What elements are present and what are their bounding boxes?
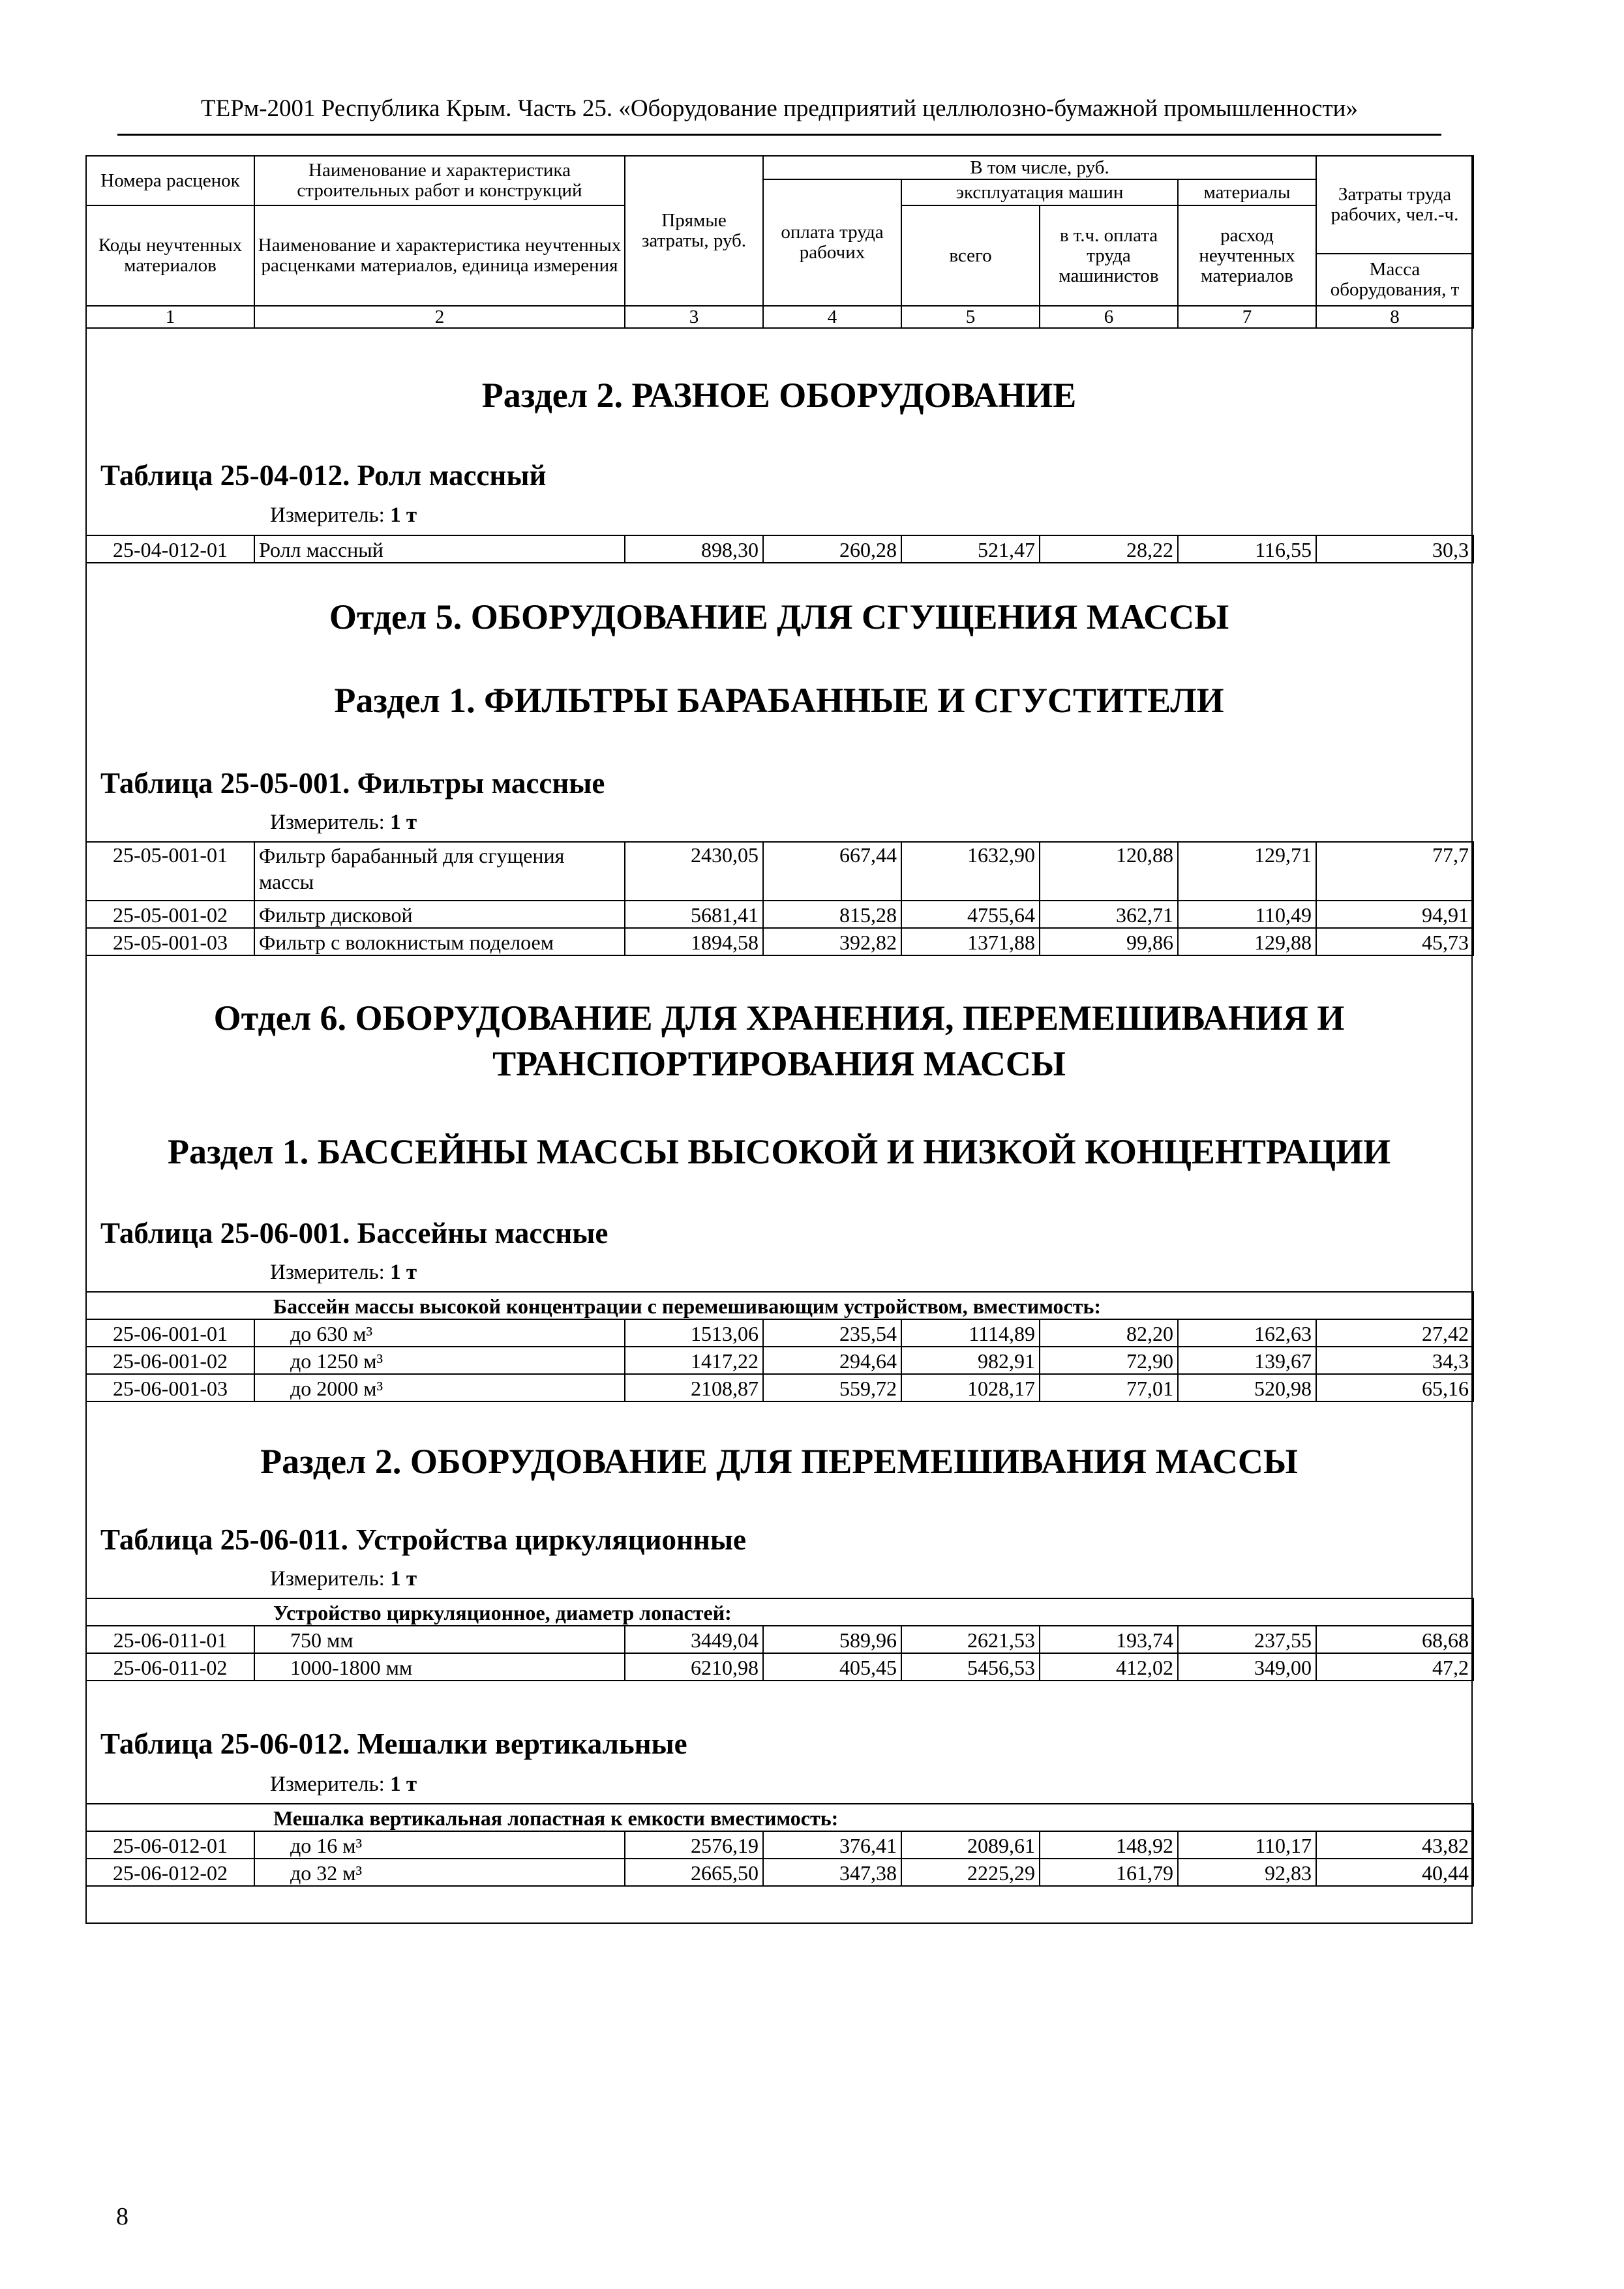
- rate-name: Фильтр с волокнистым поделоем: [254, 928, 625, 955]
- machinists-pay: 148,92: [1040, 1831, 1178, 1859]
- incl-header: В том числе, руб.: [763, 156, 1316, 179]
- table-row: [86, 928, 1473, 955]
- table-row: [86, 1347, 1473, 1374]
- labor-cost: 77,7: [1316, 842, 1473, 901]
- labor-pay: 667,44: [763, 842, 901, 901]
- table-title: Таблица 25-06-001. Бассейны массные: [100, 1217, 609, 1249]
- data-table: [85, 1598, 1474, 1681]
- rate-name: Фильтр барабанный для сгущения массы: [254, 842, 625, 901]
- direct-cost: 2665,50: [625, 1859, 763, 1886]
- unit-line: [270, 811, 417, 835]
- unit-value: 1 т: [390, 1773, 417, 1796]
- direct-cost: 1417,22: [625, 1347, 763, 1374]
- unit-label: Измеритель:: [270, 1567, 385, 1591]
- group-row: [86, 1292, 1473, 1319]
- machines-header: эксплуатация машин: [901, 179, 1178, 205]
- rate-name: до 32 м³: [254, 1859, 625, 1886]
- section-title: Раздел 2. РАЗНОЕ ОБОРУДОВАНИЕ: [481, 376, 1077, 415]
- materials-cost: 116,55: [1178, 535, 1316, 563]
- unit-line: [270, 1261, 417, 1285]
- table-row: [86, 901, 1473, 928]
- rate-name: Фильтр дисковой: [254, 901, 625, 928]
- unit-label: Измеритель:: [270, 1773, 385, 1796]
- rate-code: 25-06-001-03: [86, 1374, 254, 1401]
- machines-total: 2225,29: [901, 1859, 1040, 1886]
- unit-value: 1 т: [390, 503, 417, 527]
- direct-cost: 3449,04: [625, 1626, 763, 1653]
- labor-cost: 68,68: [1316, 1626, 1473, 1653]
- labor-cost: 47,2: [1316, 1653, 1473, 1681]
- unit-label: Измеритель:: [270, 1261, 385, 1284]
- labor-cost: 34,3: [1316, 1347, 1473, 1374]
- col-num-5: 5: [901, 306, 1040, 328]
- machinists-pay: 412,02: [1040, 1653, 1178, 1681]
- machines-total: 982,91: [901, 1347, 1040, 1374]
- col-num-3: 3: [625, 306, 763, 328]
- section-title: Раздел 1. ФИЛЬТРЫ БАРАБАННЫЕ И СГУСТИТЕЛИ: [334, 681, 1224, 720]
- unaccounted-materials-header: расход неучтенных материалов: [1178, 205, 1316, 306]
- materials-cost: 110,17: [1178, 1831, 1316, 1859]
- labor-pay: 589,96: [763, 1626, 901, 1653]
- machinists-pay-header: в т.ч. оплата труда машинистов: [1040, 205, 1178, 306]
- unit-line: [270, 1567, 417, 1591]
- unit-label: Измеритель:: [270, 811, 385, 834]
- header-rule: [117, 134, 1441, 136]
- rate-code: 25-06-001-02: [86, 1347, 254, 1374]
- labor-cost: 27,42: [1316, 1319, 1473, 1347]
- unit-value: 1 т: [390, 811, 417, 834]
- col-1-top: Номера расценок: [86, 156, 254, 205]
- machines-total-header: всего: [901, 205, 1040, 306]
- machinists-pay: 72,90: [1040, 1347, 1178, 1374]
- group-row: [86, 1598, 1473, 1626]
- labor-cost: 94,91: [1316, 901, 1473, 928]
- machines-total: 4755,64: [901, 901, 1040, 928]
- rate-code: 25-06-001-01: [86, 1319, 254, 1347]
- direct-cost: 1513,06: [625, 1319, 763, 1347]
- machines-total: 2621,53: [901, 1626, 1040, 1653]
- col-num-2: 2: [254, 306, 625, 328]
- equipment-mass-header: Масса оборудования, т: [1316, 254, 1473, 306]
- machines-total: 521,47: [901, 535, 1040, 563]
- table-title: Таблица 25-04-012. Ролл массный: [100, 459, 547, 492]
- unit-value: 1 т: [390, 1261, 417, 1284]
- materials-cost: 162,63: [1178, 1319, 1316, 1347]
- labor-cost: 45,73: [1316, 928, 1473, 955]
- direct-cost: 1894,58: [625, 928, 763, 955]
- col-3-header: Прямые затраты, руб.: [625, 156, 763, 306]
- machinists-pay: 77,01: [1040, 1374, 1178, 1401]
- rate-code: 25-04-012-01: [86, 535, 254, 563]
- materials-cost: 237,55: [1178, 1626, 1316, 1653]
- rate-code: 25-06-012-02: [86, 1859, 254, 1886]
- rate-code: 25-06-011-02: [86, 1653, 254, 1681]
- data-table: [85, 1291, 1474, 1402]
- division-title-line-1: Отдел 6. ОБОРУДОВАНИЕ ДЛЯ ХРАНЕНИЯ, ПЕРЕМЕШИВАНИЯ И: [213, 998, 1345, 1038]
- machinists-pay: 82,20: [1040, 1319, 1178, 1347]
- data-table: [85, 841, 1474, 956]
- machines-total: 2089,61: [901, 1831, 1040, 1859]
- col-num-6: 6: [1040, 306, 1178, 328]
- rate-code: 25-05-001-01: [86, 842, 254, 901]
- col-num-1: 1: [86, 306, 254, 328]
- labor-pay: 405,45: [763, 1653, 901, 1681]
- labor-pay: 815,28: [763, 901, 901, 928]
- labor-pay-header: оплата труда рабочих: [763, 179, 901, 306]
- section-title: Раздел 1. БАССЕЙНЫ МАССЫ ВЫСОКОЙ И НИЗКОЙ КОНЦЕНТРАЦИИ: [167, 1132, 1391, 1171]
- machinists-pay: 28,22: [1040, 535, 1178, 563]
- col-2-bottom: Наименование и характеристика неучтенных расценками материалов, единица измерения: [254, 205, 625, 306]
- direct-cost: 898,30: [625, 535, 763, 563]
- labor-cost: 40,44: [1316, 1859, 1473, 1886]
- machines-total: 5456,53: [901, 1653, 1040, 1681]
- materials-cost: 110,49: [1178, 901, 1316, 928]
- machines-total: 1371,88: [901, 928, 1040, 955]
- rate-code: 25-06-012-01: [86, 1831, 254, 1859]
- col-2-top: Наименование и характеристика строительных работ и конструкций: [254, 156, 625, 205]
- labor-pay: 235,54: [763, 1319, 901, 1347]
- labor-cost: 30,3: [1316, 535, 1473, 563]
- materials-cost: 520,98: [1178, 1374, 1316, 1401]
- labor-pay: 347,38: [763, 1859, 901, 1886]
- machinists-pay: 99,86: [1040, 928, 1178, 955]
- unit-label: Измеритель:: [270, 503, 385, 527]
- labor-cost: 65,16: [1316, 1374, 1473, 1401]
- rate-name: до 2000 м³: [254, 1374, 625, 1401]
- division-title: Отдел 5. ОБОРУДОВАНИЕ ДЛЯ СГУЩЕНИЯ МАССЫ: [329, 597, 1229, 636]
- section-title: Раздел 2. ОБОРУДОВАНИЕ ДЛЯ ПЕРЕМЕШИВАНИЯ МАССЫ: [260, 1442, 1298, 1481]
- col-num-7: 7: [1178, 306, 1316, 328]
- materials-cost: 129,71: [1178, 842, 1316, 901]
- unit-line: [270, 1773, 417, 1797]
- machinists-pay: 193,74: [1040, 1626, 1178, 1653]
- materials-cost: 139,67: [1178, 1347, 1316, 1374]
- machines-total: 1114,89: [901, 1319, 1040, 1347]
- table-row: [86, 535, 1473, 563]
- group-row: [86, 1804, 1473, 1831]
- rate-name: Ролл массный: [254, 535, 625, 563]
- table-row: [86, 1859, 1473, 1886]
- machines-total: 1028,17: [901, 1374, 1040, 1401]
- table-row: [86, 842, 1473, 901]
- rate-name: 750 мм: [254, 1626, 625, 1653]
- direct-cost: 5681,41: [625, 901, 763, 928]
- data-table: [85, 1803, 1474, 1887]
- labor-cost: 43,82: [1316, 1831, 1473, 1859]
- column-header-table: [85, 155, 1474, 329]
- col-num-4: 4: [763, 306, 901, 328]
- col-1-bottom: Коды неучтенных материалов: [86, 205, 254, 306]
- col-num-8: 8: [1316, 306, 1473, 328]
- labor-cost-header: Затраты труда рабочих, чел.-ч.: [1316, 156, 1473, 254]
- materials-header: материалы: [1178, 179, 1316, 205]
- unit-value: 1 т: [390, 1567, 417, 1591]
- rate-name: до 1250 м³: [254, 1347, 625, 1374]
- table-title: Таблица 25-05-001. Фильтры массные: [100, 767, 605, 800]
- direct-cost: 2108,87: [625, 1374, 763, 1401]
- table-title: Таблица 25-06-011. Устройства циркуляционные: [100, 1523, 746, 1556]
- machinists-pay: 161,79: [1040, 1859, 1178, 1886]
- labor-pay: 392,82: [763, 928, 901, 955]
- labor-pay: 376,41: [763, 1831, 901, 1859]
- rate-code: 25-05-001-02: [86, 901, 254, 928]
- rate-name: до 630 м³: [254, 1319, 625, 1347]
- group-caption: Устройство циркуляционное, диаметр лопастей:: [86, 1598, 1473, 1626]
- machinists-pay: 120,88: [1040, 842, 1178, 901]
- division-title-line-2: ТРАНСПОРТИРОВАНИЯ МАССЫ: [492, 1044, 1066, 1083]
- table-row: [86, 1653, 1473, 1681]
- table-title: Таблица 25-06-012. Мешалки вертикальные: [100, 1728, 687, 1760]
- materials-cost: 349,00: [1178, 1653, 1316, 1681]
- page-header: ТЕРм-2001 Республика Крым. Часть 25. «Оборудование предприятий целлюлозно-бумажной промышленности»: [201, 95, 1358, 122]
- unit-line: [270, 503, 417, 528]
- table-row: [86, 1831, 1473, 1859]
- rate-name: 1000-1800 мм: [254, 1653, 625, 1681]
- table-row: [86, 1319, 1473, 1347]
- machinists-pay: 362,71: [1040, 901, 1178, 928]
- machines-total: 1632,90: [901, 842, 1040, 901]
- direct-cost: 2576,19: [625, 1831, 763, 1859]
- table-row: [86, 1374, 1473, 1401]
- page-number: 8: [116, 2203, 128, 2230]
- direct-cost: 6210,98: [625, 1653, 763, 1681]
- materials-cost: 129,88: [1178, 928, 1316, 955]
- table-row: [86, 1626, 1473, 1653]
- labor-pay: 260,28: [763, 535, 901, 563]
- rate-code: 25-05-001-03: [86, 928, 254, 955]
- group-caption: Мешалка вертикальная лопастная к емкости вместимость:: [86, 1804, 1473, 1831]
- group-caption: Бассейн массы высокой концентрации с перемешивающим устройством, вместимость:: [86, 1292, 1473, 1319]
- labor-pay: 559,72: [763, 1374, 901, 1401]
- rate-name: до 16 м³: [254, 1831, 625, 1859]
- direct-cost: 2430,05: [625, 842, 763, 901]
- rate-code: 25-06-011-01: [86, 1626, 254, 1653]
- labor-pay: 294,64: [763, 1347, 901, 1374]
- materials-cost: 92,83: [1178, 1859, 1316, 1886]
- data-table: [85, 535, 1474, 563]
